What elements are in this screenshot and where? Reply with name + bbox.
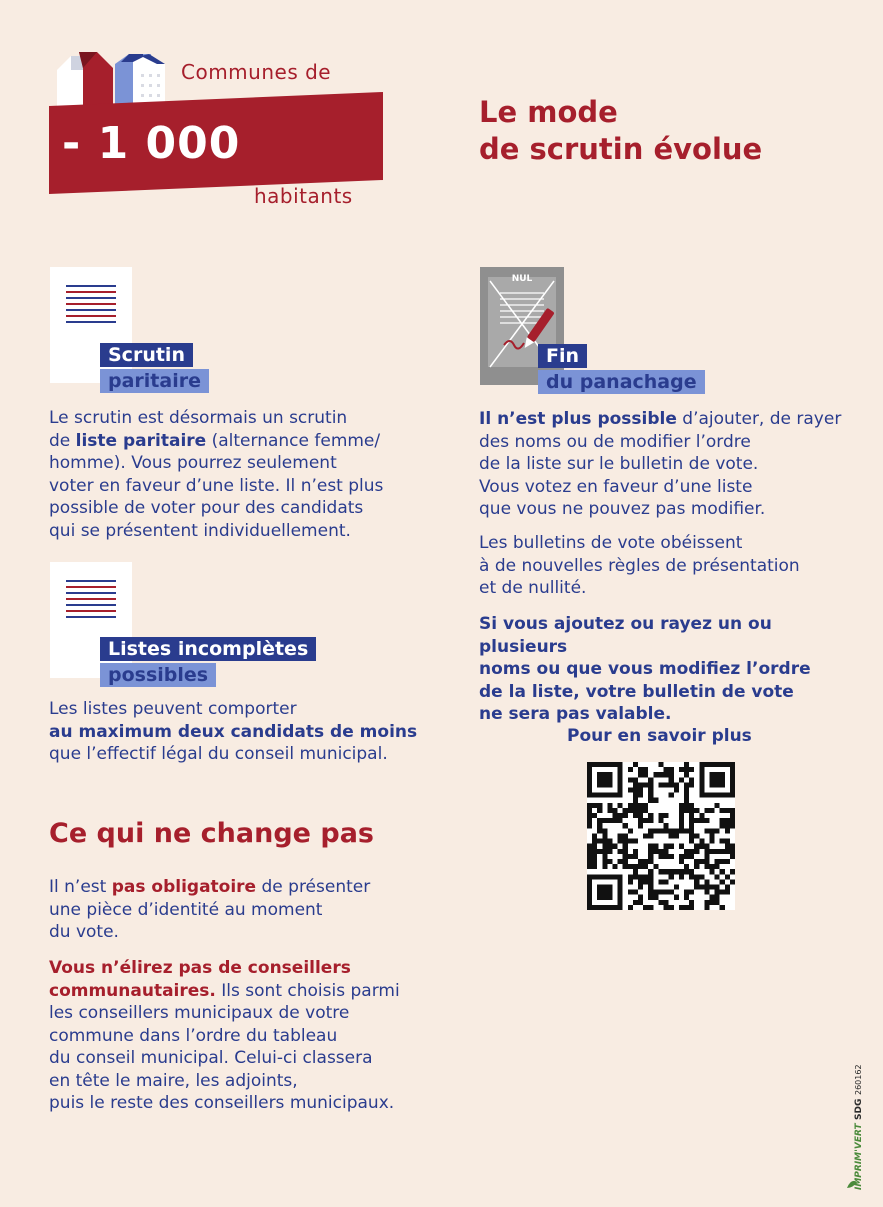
- svg-text:IMPRIM'VERT: IMPRIM'VERT: [854, 1123, 864, 1190]
- tag-listes-incompletes: Listes incomplètes: [100, 637, 316, 661]
- unchanged-paragraph-2: Vous n’élirez pas de conseillers communautaires. Ils sont choisis parmi les conseillers municipaux de votre commune dans l’ordre du tableau du conseil municipal. Celui-ci classera en tête le maire, les adjoints, puis le reste des conseillers municipaux.: [49, 958, 400, 1113]
- tag-du-panachage: du panachage: [538, 370, 705, 394]
- section-title-unchanged: Ce qui ne change pas: [49, 818, 374, 849]
- communes-de-text: Communes de: [181, 60, 332, 84]
- tag-scrutin: Scrutin: [100, 343, 193, 367]
- listes-paragraph: Les listes peuvent comporter au maximum deux candidats de moins que l’effectif légal du conseil municipal.: [49, 699, 418, 764]
- scrutin-paragraph: Le scrutin est désormais un scrutin de liste paritaire (alternance femme/ homme). Vous pourrez seulement voter en faveur d’une liste. Il n’est plus possible de voter pour des candidats qui se présentent individuellement.: [49, 408, 384, 541]
- tag-possibles: possibles: [100, 663, 216, 687]
- svg-text:SDG: SDG: [854, 1098, 864, 1120]
- panachage-warning: Si vous ajoutez ou rayez un ou plusieurs noms ou que vous modifiez l’ordre de la liste, votre bulletin de vote ne sera pas valable.: [479, 614, 811, 724]
- imprimvert-footer: [835, 1040, 875, 1190]
- page-title: [479, 94, 762, 168]
- population-threshold: - 1 000: [62, 118, 241, 169]
- title-line-2: de scrutin évolue: [479, 132, 763, 166]
- qr-code[interactable]: [587, 762, 735, 910]
- more-info-label: Pour en savoir plus: [567, 726, 752, 746]
- title-line-1: Le mode: [479, 95, 618, 129]
- unchanged-paragraph-1: Il n’est pas obligatoire de présenter une pièce d’identité au moment du vote.: [49, 877, 371, 942]
- panachage-paragraph-1: Il n’est plus possible d’ajouter, de rayer des noms ou de modifier l’ordre de la liste sur le bulletin de vote. Vous votez en faveur d’une liste que vous ne pouvez pas modifier.: [479, 409, 842, 519]
- habitants-text: habitants: [254, 184, 353, 208]
- tag-fin: Fin: [538, 344, 587, 368]
- tag-paritaire: paritaire: [100, 369, 209, 393]
- svg-text:260162: 260162: [854, 1064, 863, 1095]
- panachage-paragraph-2: Les bulletins de vote obéissent à de nouvelles règles de présentation et de nullité.: [479, 533, 800, 598]
- svg-text:NUL: NUL: [511, 274, 533, 284]
